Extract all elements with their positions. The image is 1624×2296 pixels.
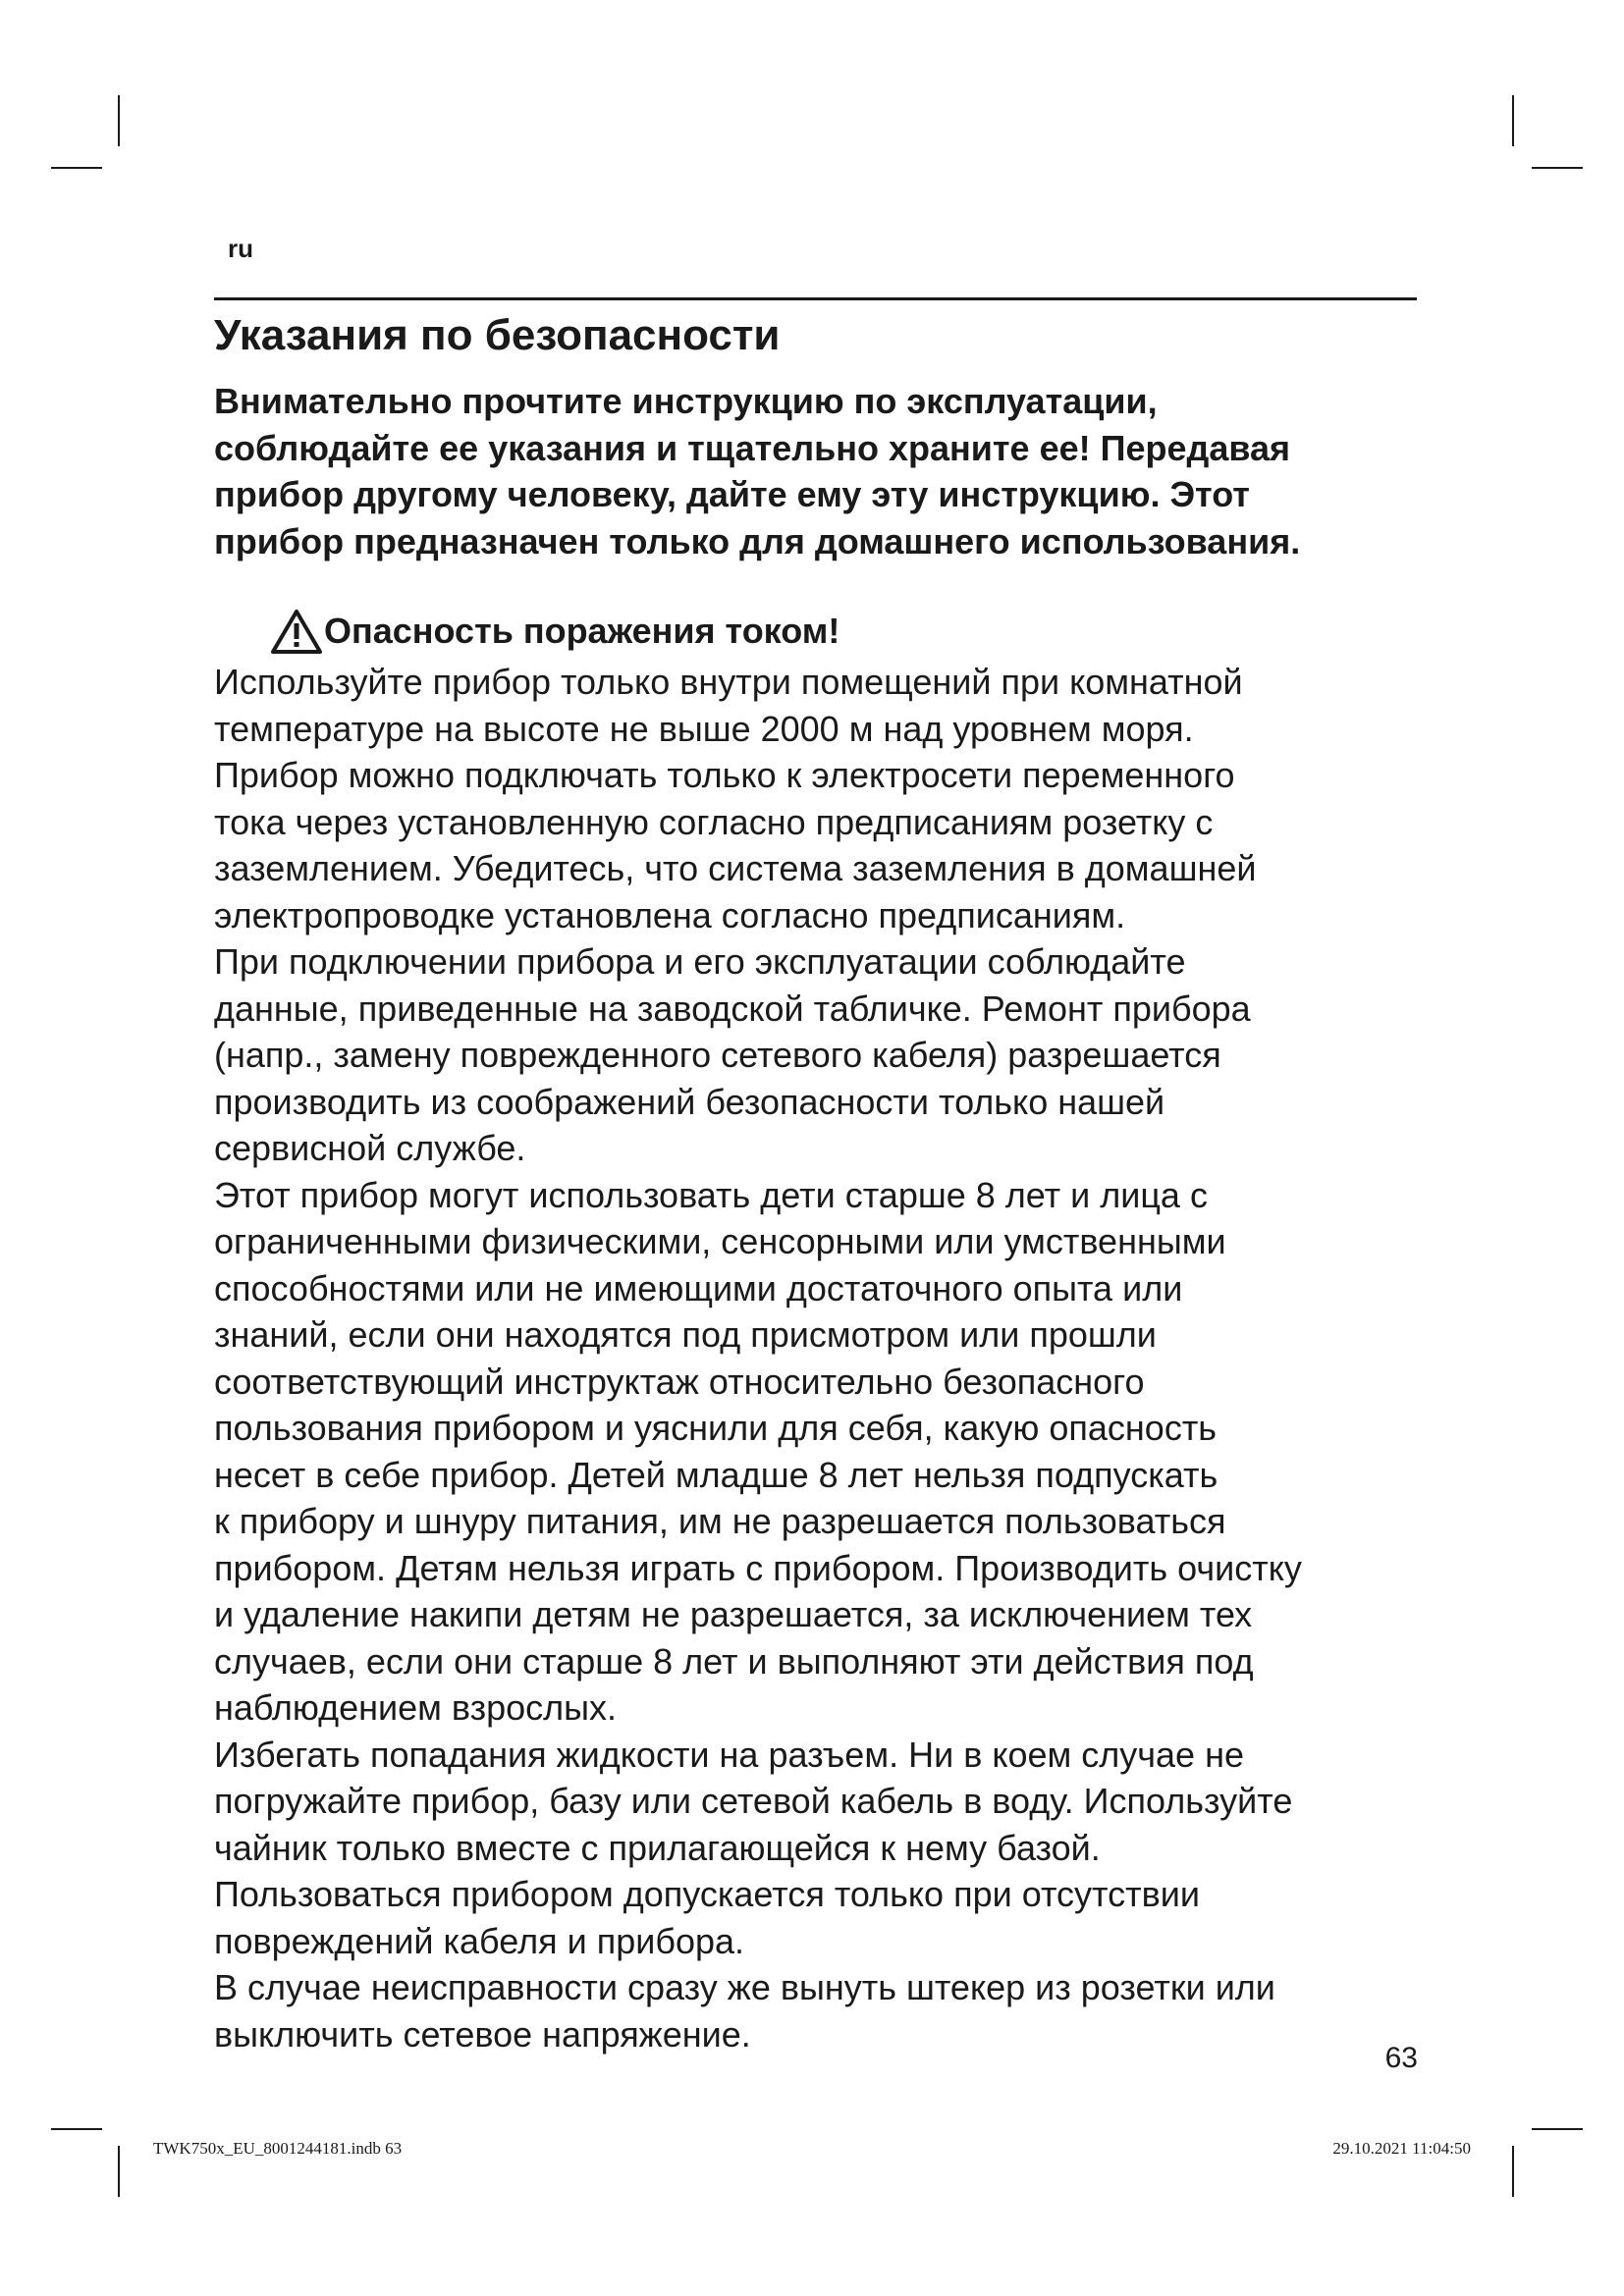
body-line: сервисной службе. (214, 1128, 526, 1168)
body-line: соответствующий инструктаж относительно безопасного (214, 1361, 1145, 1402)
body-line: способностями или не имеющими достаточного опыта или (214, 1267, 1183, 1308)
body-line: электропроводке установлена согласно предписаниям. (214, 894, 1126, 935)
warning-heading-text: Опасность поражения током! (324, 611, 840, 651)
language-code: ru (228, 234, 253, 263)
body-line: тока через установленную согласно предписаниям розетку с (214, 801, 1214, 842)
print-file-name: TWK750x_EU_8001244181.indb 63 (153, 2139, 403, 2158)
header-rule (214, 297, 1417, 300)
body-line: погружайте прибор, базу или сетевой кабель в воду. Используйте (214, 1781, 1293, 1821)
body-line: При подключении прибора и его эксплуатации соблюдайте (214, 941, 1186, 982)
body-line: повреждений кабеля и прибора. (214, 1920, 745, 1961)
body-line: Пользоваться прибором допускается только при отсутствии (214, 1874, 1200, 1914)
body-line: Прибор можно подключать только к электросети переменного (214, 755, 1235, 795)
body-line: прибором. Детям нельзя играть с прибором. Производить очистку (214, 1547, 1302, 1588)
body-line: В случае неисправности сразу же вынуть штекер из розетки или (214, 1967, 1275, 2007)
section-title: Указания по безопасности (214, 311, 781, 359)
body-line: выключить сетевое напряжение. (214, 2013, 751, 2055)
crop-mark-bottom-left-horizontal (51, 2128, 102, 2130)
body-line: Используйте прибор только внутри помещений при комнатной (214, 662, 1243, 702)
body-line: Этот прибор могут использовать дети старше 8 лет и лица с (214, 1174, 1208, 1215)
body-line: данные, приведенные на заводской табличке. Ремонт прибора (214, 988, 1251, 1029)
crop-mark-top-right-horizontal (1532, 167, 1583, 169)
body-line: к прибору и шнуру питания, им не разрешается пользоваться (214, 1501, 1226, 1541)
crop-mark-top-right-vertical (1512, 95, 1514, 146)
body-line: и удаление накипи детям не разрешается, за исключением тех (214, 1594, 1253, 1634)
warning-triangle-icon (271, 609, 322, 654)
body-line: ограниченными физическими, сенсорными или умственными (214, 1221, 1226, 1261)
crop-mark-bottom-right-horizontal (1532, 2128, 1583, 2130)
print-timestamp: 29.10.2021 11:04:50 (1332, 2139, 1471, 2158)
body-line: производить из соображений безопасности только нашей (214, 1081, 1165, 1122)
body-line: пользования прибором и уяснили для себя, какую опасность (214, 1408, 1218, 1448)
body-line: наблюдением взрослых. (214, 1687, 618, 1728)
body-line: (напр., замену поврежденного сетевого кабеля) разрешается (214, 1035, 1221, 1075)
warning-heading (271, 609, 839, 654)
crop-mark-bottom-left-vertical (118, 2146, 120, 2197)
body-line: чайник только вместе с прилагающейся к нему базой. (214, 1827, 1101, 1868)
intro-line: прибор предназначен только для домашнего использования. (214, 520, 1301, 561)
body-line: знаний, если они находятся под присмотром или прошли (214, 1314, 1157, 1355)
body-line: несет в себе прибор. Детей младше 8 лет нельзя подпускать (214, 1454, 1218, 1495)
intro-paragraph (214, 378, 1451, 564)
crop-mark-top-left-horizontal (51, 167, 102, 169)
intro-line: Внимательно прочтите инструкцию по эксплуатации, (214, 381, 1158, 421)
page-number: 63 (1384, 2042, 1418, 2074)
body-line: заземлением. Убедитесь, что система заземления в домашней (214, 848, 1257, 888)
body-line: температуре на высоте не выше 2000 м над уровнем моря. (214, 708, 1194, 749)
body-line: случаев, если они старше 8 лет и выполняют эти действия под (214, 1640, 1254, 1682)
safety-body-text (214, 659, 1451, 2057)
intro-line: соблюдайте ее указания и тщательно храните ее! Передавая (214, 427, 1291, 468)
crop-mark-bottom-right-vertical (1512, 2146, 1514, 2197)
crop-mark-top-left-vertical (118, 95, 120, 146)
intro-line: прибор другому человеку, дайте ему эту инструкцию. Этот (214, 474, 1250, 514)
body-line: Избегать попадания жидкости на разъем. Ни в коем случае не (214, 1734, 1244, 1775)
